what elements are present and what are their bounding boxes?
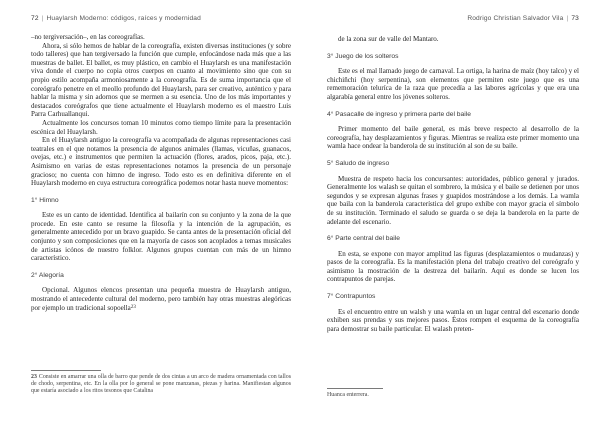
footnote <box>327 392 579 399</box>
section-heading-alegoria: 2° Alegoría <box>31 271 64 279</box>
left-page <box>31 0 291 425</box>
footnote-text: Consiste en amarrar una olla de barro que pende de dos cintas a un arco de madera ornamentada con tallos de chodo, serpentina, etc. En la olla por lo general se pone manzanas, piezas y harina. Manifiestan algunos que estaría asociado a los ritos tesonos que Catalina <box>31 374 291 395</box>
paragraph: En esta, se expone con mayor amplitud las figuras (desplazamientos o mudanzas) y pasos de la coreografía. Es la manifestación plena del trabajo creativo del coreógrafo y asimismo la mostración de la destreza del bailarín. Aquí es donde se lucen los contrapuntos de parejas. <box>327 249 579 284</box>
right-page <box>327 0 579 425</box>
section-heading-pasacalle: 4° Pasacalle de ingreso y primera parte del baile <box>327 110 471 118</box>
paragraph: Este es el mal llamado juego de carnaval. La ortiga, la harina de maíz (hoy talco) y el chichiñchi (hoy serpentina), son elementos que permiten este juego que es una rememoración teluríca de la raza que precedía a las labores agrícolas y que era una algarabía general entre los jóvenes solteros. <box>327 67 579 101</box>
left-body-text <box>31 33 291 312</box>
paragraph: Es el encuentro entre un walsh y una wamla en un lugar central del escenario donde exhiben sus prendas y sus mejores pasos. Éstos rompen el esquema de la coreografía para demostrar su baile particular. El walash preten- <box>327 307 579 333</box>
paragraph: –no tergiversación–, en las coreografías. <box>31 33 145 41</box>
paragraph: Actualmente los concursos toman 10 minutos como tiempo límite para la presentación escénica del Huaylarsh. <box>31 118 291 136</box>
left-running-header: 72 | Huaylarsh Moderno: códigos, raíces y modernidad <box>31 15 201 22</box>
section-heading-parte-central: 6° Parte central del baile <box>327 235 400 243</box>
section-heading-contrapuntos: 7° Contrapuntos <box>327 293 376 301</box>
footnote-text: Huanca enterrera. <box>327 392 369 398</box>
right-page-number: 73 <box>571 15 579 22</box>
paragraph: Ahora, si sólo hemos de hablar de la coreografía, existen diversas instituciones (y sobre todo talleres) que han tergiversado la función que cumple, enfocándose nada más que a las muestras de ballet. El ballet, es muy plástico, en cambio el Huaylarsh es una manifestación viva donde el cuerpo no copia otros cuerpos en cuanto al movimiento sino que con su propio estilo acompaña armoniosamente a la coreografía. Es de suma importancia que el coreógrafo penetre en el meollo profundo del Huaylarsh, para ser creativo, auténtico y para hablar la misma y sin adornos que se mermen a su esencia. Uno de los más importantes y destacados coreógrafos que tiene actualmente el Huaylarsh moderno es el maestro Luis Parra Carhuallanqui. <box>31 41 291 119</box>
right-running-header: Rodrigo Christian Salvador Vila | 73 <box>467 15 579 22</box>
footnote-divider <box>327 388 383 389</box>
section-heading-himno: 1° Himno <box>31 196 59 204</box>
paragraph: de la zona sur de valle del Mantaro. <box>338 35 439 43</box>
right-running-head-title: Rodrigo Christian Salvador Vila <box>467 15 564 22</box>
right-body-text <box>327 35 579 333</box>
left-page-number: 72 <box>31 15 39 22</box>
footnote-reference: 23 <box>130 304 136 310</box>
paragraph: Muestra de respeto hacia los concursantes: autoridades, público general y jurados. Generalmente los walash se quitan el sombrero, la música y el baile se detienen por unos segundos y se expresan algunas frases y guapidos mostrándose a los demás. La wamla que baila con la banderola característica del grupo exhibe con mayor gracia el símbolo de su institución. Terminado el saludo se guarda o se deja la banderola en la parte de adelante del escenario. <box>327 174 579 226</box>
paragraph: Opcional. Algunos elencos presentan una pequeña muestra de Huaylarsh antiguo, mostrando el antecedente cultural del moderno, pero también hay otras muestras alegóricas por ejemplo un tradicional sopoella$^{23}$ <box>31 286 291 312</box>
footnote-divider <box>31 370 101 371</box>
left-running-head-title: Huaylarsh Moderno: códigos, raíces y modernidad <box>46 15 201 22</box>
paragraph: Primer momento del baile general, es más breve respecto al desarrollo de la coreografía, hay desplazamientos y figuras. Mientras se realiza este primer momento una wamla hace ondear la banderola de su institución al son de su baile. <box>327 125 579 151</box>
footnote <box>31 374 291 396</box>
footnote-number: 23 <box>31 374 37 380</box>
paragraph: En el Huaylarsh antiguo la coreografía va acompañada de algunas representaciones casi teatrales en el que notamos la presencia de algunos animales (llamas, vicuñas, guanacos, ovejas, etc.) e instrumentos que permiten la actuación (flores, arados, picos, paja, etc.). Asimismo en varias de estas representaciones notamos la presencia de un personaje gracioso; no cuenta con himno de ingreso. Todo esto es en definitiva diferente en el Huaylarsh moderno en cuya estructura coreográfica podemos notar hasta nueve momentos: <box>31 136 291 188</box>
paragraph: Este es un canto de identidad. Identifica al bailarín con su conjunto y la zona de la que procede. En este canto se resume la filosofía y la intención de la agrupación, es generalmente antecedido por un bravo guapido. Se canta antes de la presentación oficial del conjunto y son composiciones que en la mayoría de casos son acoplados a temas musicales de artistas icónos de nuestro folklor. Algunos grupos cuentan con más de un himno característico. <box>31 211 291 263</box>
section-heading-juego-solteros: 3° Juego de los solteros <box>327 52 399 60</box>
section-heading-saludo: 5° Saludo de ingreso <box>327 159 390 167</box>
